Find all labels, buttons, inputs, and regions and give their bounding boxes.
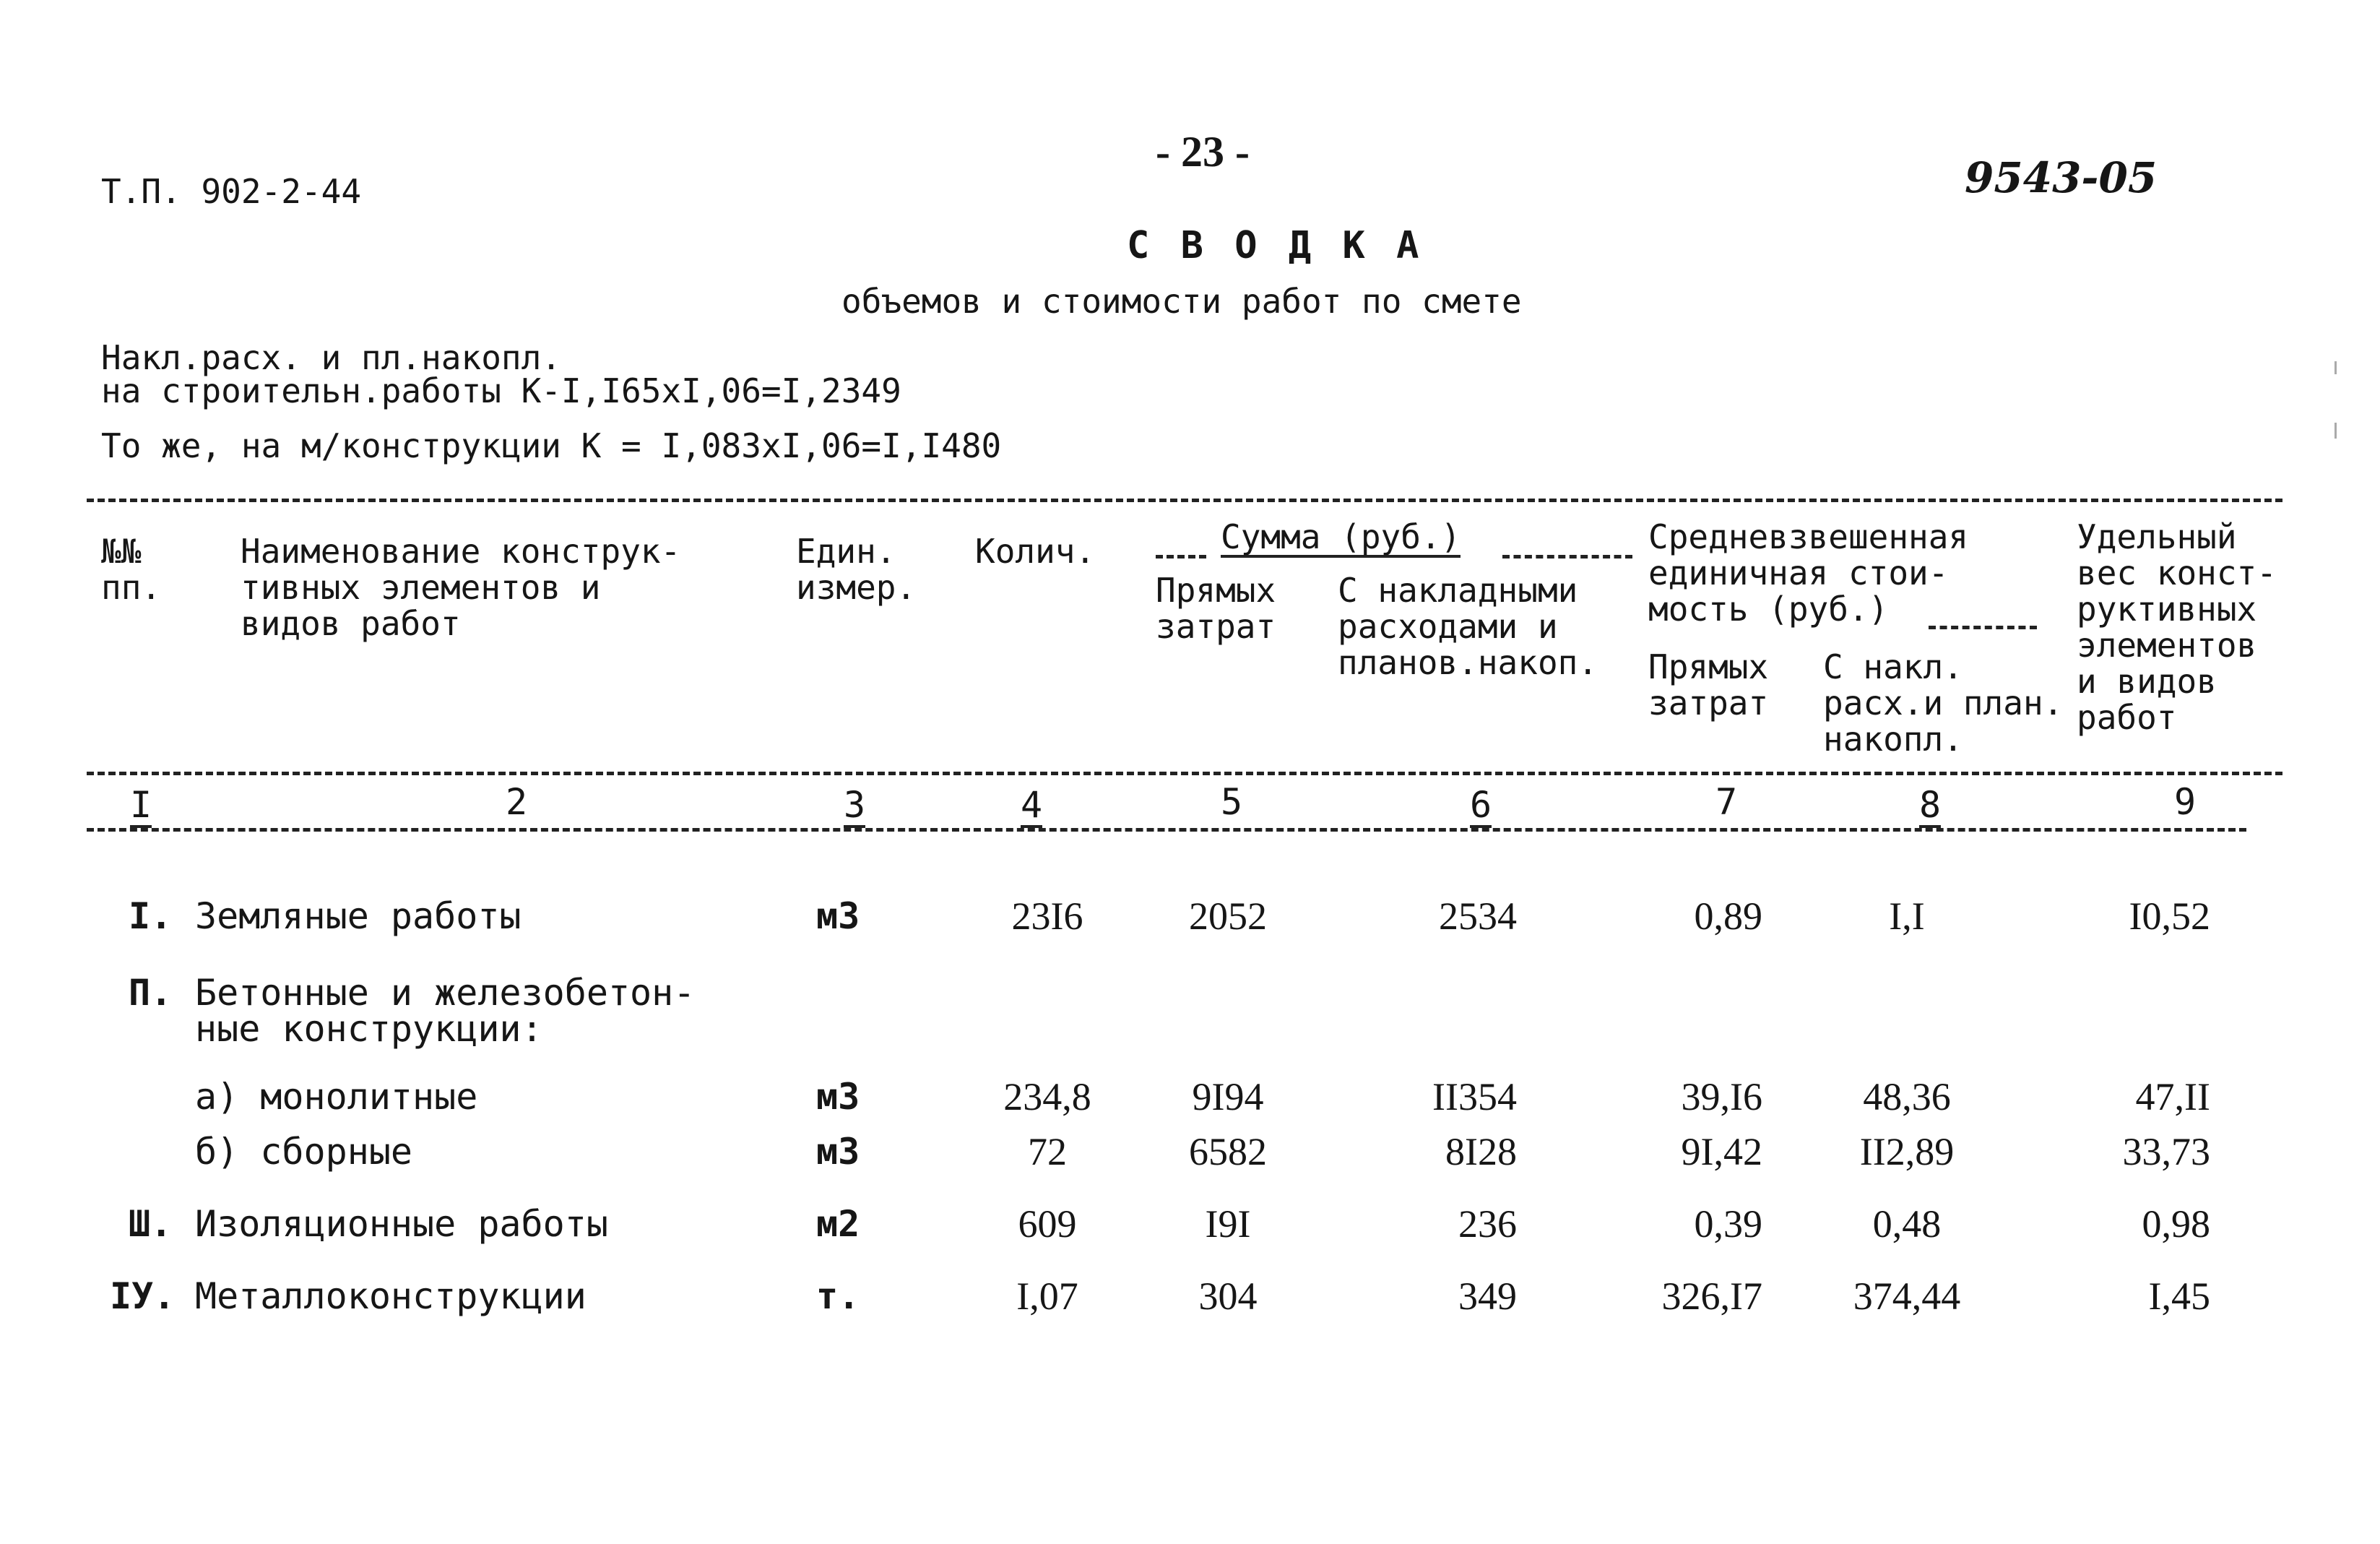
row-name: Изоляционные работы (195, 1203, 608, 1245)
row-unit: м2 (816, 1203, 860, 1245)
row-unit-direct: 0,39 (1694, 1202, 1762, 1246)
row-unit: м3 (816, 895, 860, 937)
row-overhead-cost: II354 (1432, 1075, 1517, 1118)
col-number-6: 6 (1470, 785, 1492, 828)
scan-edge-mark (2334, 361, 2337, 374)
col-header-share: Удельный вес конст- руктивных элементов и видов работ (2077, 517, 2277, 737)
coefficient-line-3: То же, на м/конструкции К = I,083хI,06=I,I480 (101, 426, 1002, 465)
col-header-quantity: Колич. (975, 532, 1096, 571)
col-header-sum-group: Сумма (руб.) (1221, 517, 1461, 556)
col-header-weighted-group: Средневзвешенная единичная стои- мость (руб.) (1648, 517, 1969, 629)
sum-group-rule-left (1156, 555, 1206, 558)
row-unit: м3 (816, 1076, 860, 1118)
row-unit-overhead: 48,36 (1863, 1075, 1951, 1118)
row-name: б) сборные (195, 1131, 413, 1173)
row-quantity: I,07 (1016, 1275, 1078, 1318)
row-share: I,45 (2148, 1275, 2210, 1318)
row-overhead-cost: 236 (1458, 1202, 1517, 1246)
row-quantity: 234,8 (1003, 1075, 1091, 1118)
document-title: С В О Д К А (1127, 224, 1424, 267)
col-number-4: 4 (1021, 785, 1042, 828)
col-header-with-overhead: С накладными расходами и планов.накоп. (1338, 571, 1598, 682)
scan-edge-mark (2334, 423, 2337, 439)
coefficient-line-1: Накл.расх. и пл.накопл. (101, 338, 561, 377)
col-header-unit: Един. измер. (796, 532, 917, 607)
row-number: IУ. (110, 1275, 176, 1317)
col-number-5: 5 (1221, 781, 1243, 823)
col-header-unit-direct: Прямых затрат (1648, 647, 1769, 723)
page-number: - 23 - (1156, 128, 1250, 176)
col-header-direct-costs: Прямых затрат (1156, 571, 1276, 646)
col-number-2: 2 (506, 781, 528, 823)
document-subtitle: объемов и стоимости работ по смете (841, 282, 1522, 321)
col-number-7: 7 (1715, 781, 1738, 823)
row-overhead-cost: 349 (1458, 1275, 1517, 1318)
sum-group-rule-right (1502, 555, 1632, 558)
coefficient-line-2: на строительн.работы К-I,I65хI,06=I,2349 (101, 371, 901, 410)
row-share: 33,73 (2122, 1130, 2210, 1173)
row-unit-overhead: I,I (1889, 894, 1925, 938)
weighted-group-rule (1929, 626, 2037, 629)
row-direct-cost: 304 (1198, 1275, 1258, 1318)
col-header-name: Наименование конструк- тивных элементов и видов работ (241, 532, 681, 643)
table-top-rule (87, 499, 2282, 502)
row-name: а) монолитные (195, 1076, 478, 1118)
row-direct-cost: 9I94 (1192, 1075, 1264, 1118)
col-header-number: №№ пп. (101, 532, 162, 607)
row-unit: м3 (816, 1131, 860, 1173)
row-share: 47,II (2135, 1075, 2210, 1118)
row-quantity: 72 (1028, 1130, 1067, 1173)
row-unit-direct: 9I,42 (1681, 1130, 1762, 1173)
row-unit-direct: 39,I6 (1681, 1075, 1762, 1118)
row-quantity: 23I6 (1011, 894, 1083, 938)
row-unit-overhead: 0,48 (1872, 1202, 1942, 1246)
column-numbers-rule (87, 828, 2246, 832)
row-direct-cost: 2052 (1189, 894, 1267, 938)
row-direct-cost: I9I (1205, 1202, 1251, 1246)
row-overhead-cost: 8I28 (1445, 1130, 1517, 1173)
row-number: I. (129, 895, 173, 937)
header-bottom-rule (87, 772, 2282, 775)
row-share: 0,98 (2142, 1202, 2210, 1246)
row-direct-cost: 6582 (1189, 1130, 1267, 1173)
row-unit: т. (816, 1275, 860, 1317)
col-number-3: 3 (844, 785, 865, 828)
col-number-1: I (130, 785, 152, 828)
row-overhead-cost: 2534 (1439, 894, 1517, 938)
row-unit-overhead: II2,89 (1859, 1130, 1955, 1173)
row-share: I0,52 (2129, 894, 2210, 938)
col-number-8: 8 (1919, 785, 1941, 828)
row-unit-direct: 326,I7 (1661, 1275, 1762, 1318)
col-number-9: 9 (2174, 781, 2197, 823)
col-header-unit-overhead: С накл. расх.и план. накопл. (1823, 647, 2064, 759)
row-number: Ш. (129, 1203, 173, 1245)
document-code: Т.П. 902-2-44 (101, 172, 362, 211)
row-name: Земляные работы (195, 895, 522, 937)
row-name: Бетонные и железобетон- (195, 972, 696, 1014)
row-unit-overhead: 374,44 (1853, 1275, 1961, 1318)
row-name-continuation: ные конструкции: (195, 1008, 543, 1050)
archive-stamp-number: 9543-05 (1965, 153, 2158, 202)
row-quantity: 609 (1018, 1202, 1077, 1246)
row-unit-direct: 0,89 (1694, 894, 1762, 938)
row-name: Металлоконструкции (195, 1275, 587, 1317)
row-number: П. (129, 972, 173, 1014)
